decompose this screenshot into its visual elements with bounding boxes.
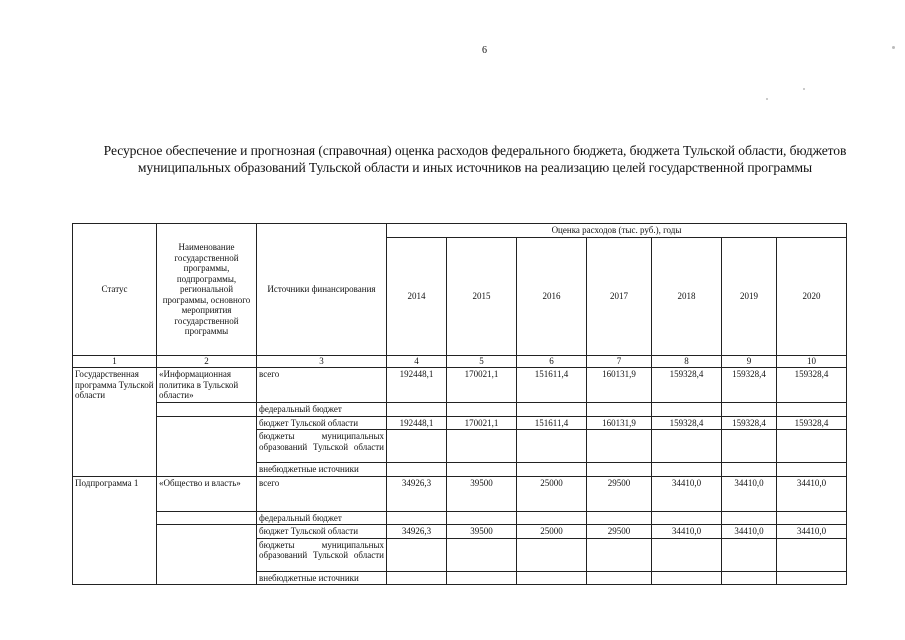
value-cell — [777, 538, 847, 571]
value-cell: 34410,0 — [722, 476, 777, 511]
header-year: 2014 — [387, 238, 447, 356]
value-cell — [447, 538, 517, 571]
status-cell: Подпрограмма 1 — [73, 476, 157, 585]
value-cell — [387, 511, 447, 525]
value-cell — [587, 511, 652, 525]
value-cell — [777, 430, 847, 463]
value-cell: 34410,0 — [777, 525, 847, 539]
value-cell — [387, 403, 447, 417]
value-cell — [652, 511, 722, 525]
header-year: 2019 — [722, 238, 777, 356]
value-cell: 159328,4 — [722, 368, 777, 403]
value-cell: 170021,1 — [447, 368, 517, 403]
program-name-cell: «Общество и власть» — [157, 476, 257, 511]
table-row — [73, 368, 847, 403]
value-cell — [722, 511, 777, 525]
column-number: 8 — [652, 356, 722, 368]
value-cell: 151611,4 — [517, 368, 587, 403]
table-row — [73, 476, 847, 511]
value-cell — [652, 463, 722, 477]
header-estimate: Оценка расходов (тыс. руб.), годы — [387, 224, 847, 238]
column-number: 6 — [517, 356, 587, 368]
table-row — [73, 416, 847, 430]
value-cell: 34410,0 — [652, 525, 722, 539]
value-cell — [447, 571, 517, 585]
value-cell: 29500 — [587, 476, 652, 511]
budget-table — [72, 223, 847, 585]
program-name-cell — [157, 416, 257, 476]
header-sources: Источники финансирования — [257, 224, 387, 356]
value-cell: 34410,0 — [652, 476, 722, 511]
document-title: Ресурсное обеспечение и прогнозная (справочная) оценка расходов федерального бюджета, бюджета Тульской области, бюджетов муниципальных образований Тульской области и иных источников на реализацию целей государственной программы — [103, 143, 847, 175]
value-cell — [722, 463, 777, 477]
value-cell — [587, 538, 652, 571]
value-cell: 160131,9 — [587, 416, 652, 430]
value-cell — [722, 538, 777, 571]
funding-source-cell: внебюджетные источники — [257, 571, 387, 585]
column-number: 4 — [387, 356, 447, 368]
column-number: 7 — [587, 356, 652, 368]
column-number: 9 — [722, 356, 777, 368]
value-cell: 151611,4 — [517, 416, 587, 430]
funding-source-cell: федеральный бюджет — [257, 403, 387, 417]
funding-source-cell: бюджет Тульской области — [257, 525, 387, 539]
table-row — [73, 511, 847, 525]
value-cell — [447, 403, 517, 417]
value-cell: 192448,1 — [387, 368, 447, 403]
funding-source-cell: всего — [257, 476, 387, 511]
column-number: 2 — [157, 356, 257, 368]
value-cell — [777, 511, 847, 525]
header-name: Наименование государственной программы, подпрограммы, региональной программы, основного мероприятия государственной программы — [157, 224, 257, 356]
value-cell: 159328,4 — [722, 416, 777, 430]
value-cell — [587, 430, 652, 463]
value-cell: 159328,4 — [777, 416, 847, 430]
value-cell — [517, 463, 587, 477]
status-cell: Государственная программа Тульской области — [73, 368, 157, 477]
value-cell: 170021,1 — [447, 416, 517, 430]
value-cell — [517, 430, 587, 463]
header-status: Статус — [73, 224, 157, 356]
value-cell — [387, 571, 447, 585]
column-number: 10 — [777, 356, 847, 368]
page-number: 6 — [482, 45, 487, 56]
value-cell — [722, 571, 777, 585]
header-year: 2018 — [652, 238, 722, 356]
value-cell — [517, 511, 587, 525]
value-cell — [587, 403, 652, 417]
value-cell — [387, 538, 447, 571]
program-name-cell — [157, 511, 257, 525]
value-cell: 159328,4 — [652, 416, 722, 430]
value-cell — [587, 571, 652, 585]
value-cell: 34410,0 — [722, 525, 777, 539]
value-cell — [777, 463, 847, 477]
value-cell — [722, 430, 777, 463]
table-row — [73, 403, 847, 417]
funding-source-cell: бюджеты муниципальных образований Тульской области — [257, 538, 387, 571]
header-year: 2020 — [777, 238, 847, 356]
funding-source-cell: внебюджетные источники — [257, 463, 387, 477]
header-year: 2015 — [447, 238, 517, 356]
funding-source-cell: федеральный бюджет — [257, 511, 387, 525]
program-name-cell — [157, 525, 257, 585]
value-cell: 39500 — [447, 476, 517, 511]
value-cell: 29500 — [587, 525, 652, 539]
value-cell: 25000 — [517, 476, 587, 511]
value-cell: 34926,3 — [387, 476, 447, 511]
scan-speck — [766, 98, 768, 100]
value-cell — [447, 511, 517, 525]
column-number: 5 — [447, 356, 517, 368]
funding-source-cell: всего — [257, 368, 387, 403]
value-cell — [587, 463, 652, 477]
column-number: 1 — [73, 356, 157, 368]
value-cell: 159328,4 — [777, 368, 847, 403]
scan-speck — [803, 88, 805, 90]
value-cell: 34926,3 — [387, 525, 447, 539]
value-cell — [517, 571, 587, 585]
funding-source-cell: бюджет Тульской области — [257, 416, 387, 430]
value-cell: 39500 — [447, 525, 517, 539]
column-numbers-row — [73, 356, 847, 368]
value-cell — [777, 571, 847, 585]
program-name-cell — [157, 403, 257, 417]
column-number: 3 — [257, 356, 387, 368]
scan-speck — [892, 46, 895, 49]
value-cell — [722, 403, 777, 417]
value-cell — [447, 463, 517, 477]
value-cell: 159328,4 — [652, 368, 722, 403]
value-cell: 192448,1 — [387, 416, 447, 430]
value-cell: 25000 — [517, 525, 587, 539]
value-cell — [517, 403, 587, 417]
value-cell — [517, 538, 587, 571]
value-cell — [447, 430, 517, 463]
value-cell — [652, 430, 722, 463]
header-year: 2017 — [587, 238, 652, 356]
header-year: 2016 — [517, 238, 587, 356]
value-cell — [387, 463, 447, 477]
value-cell — [387, 430, 447, 463]
value-cell — [777, 403, 847, 417]
table-row — [73, 525, 847, 539]
value-cell: 34410,0 — [777, 476, 847, 511]
program-name-cell: «Информационная политика в Тульской области» — [157, 368, 257, 403]
funding-source-cell: бюджеты муниципальных образований Тульской области — [257, 430, 387, 463]
value-cell — [652, 403, 722, 417]
value-cell — [652, 571, 722, 585]
value-cell — [652, 538, 722, 571]
value-cell: 160131,9 — [587, 368, 652, 403]
